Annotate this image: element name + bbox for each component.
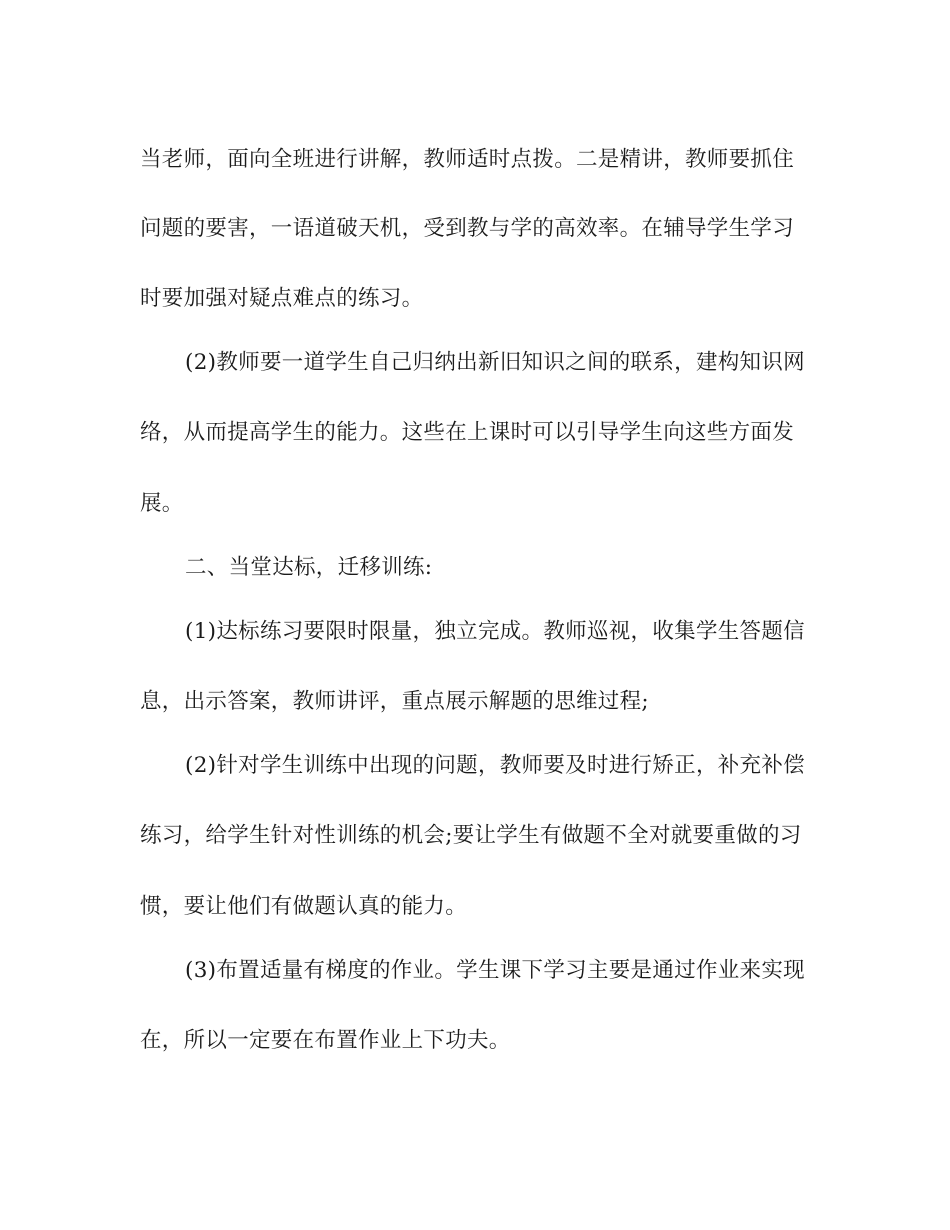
- text-line: 当老师，面向全班进行讲解，教师适时点拨。二是精讲，教师要抓住: [140, 147, 795, 172]
- paragraph-start-line: (2)教师要一道学生自己归纳出新旧知识之间的联系，建构知识网: [185, 350, 805, 375]
- paragraph-start-line: (1)达标练习要限时限量，独立完成。教师巡视，收集学生答题信: [185, 619, 805, 644]
- text-line: 惯，要让他们有做题认真的能力。: [140, 894, 468, 919]
- section-heading: 二、当堂达标，迁移训练:: [185, 555, 433, 580]
- paragraph-start-line: (3)布置适量有梯度的作业。学生课下学习主要是通过作业来实现: [185, 958, 805, 983]
- paragraph-start-line: (2)针对学生训练中出现的问题，教师要及时进行矫正，补充补偿: [185, 753, 805, 778]
- text-line: 展。: [140, 491, 184, 516]
- text-line: 练习，给学生针对性训练的机会;要让学生有做题不全对就要重做的习: [140, 823, 802, 848]
- text-line: 络，从而提高学生的能力。这些在上课时可以引导学生向这些方面发: [140, 420, 795, 445]
- text-line: 在，所以一定要在布置作业上下功夫。: [140, 1028, 511, 1053]
- text-line: 息，出示答案，教师讲评，重点展示解题的思维过程;: [140, 689, 649, 714]
- text-line: 问题的要害，一语道破天机，受到教与学的高效率。在辅导学生学习: [140, 216, 795, 241]
- text-line: 时要加强对疑点难点的练习。: [140, 286, 424, 311]
